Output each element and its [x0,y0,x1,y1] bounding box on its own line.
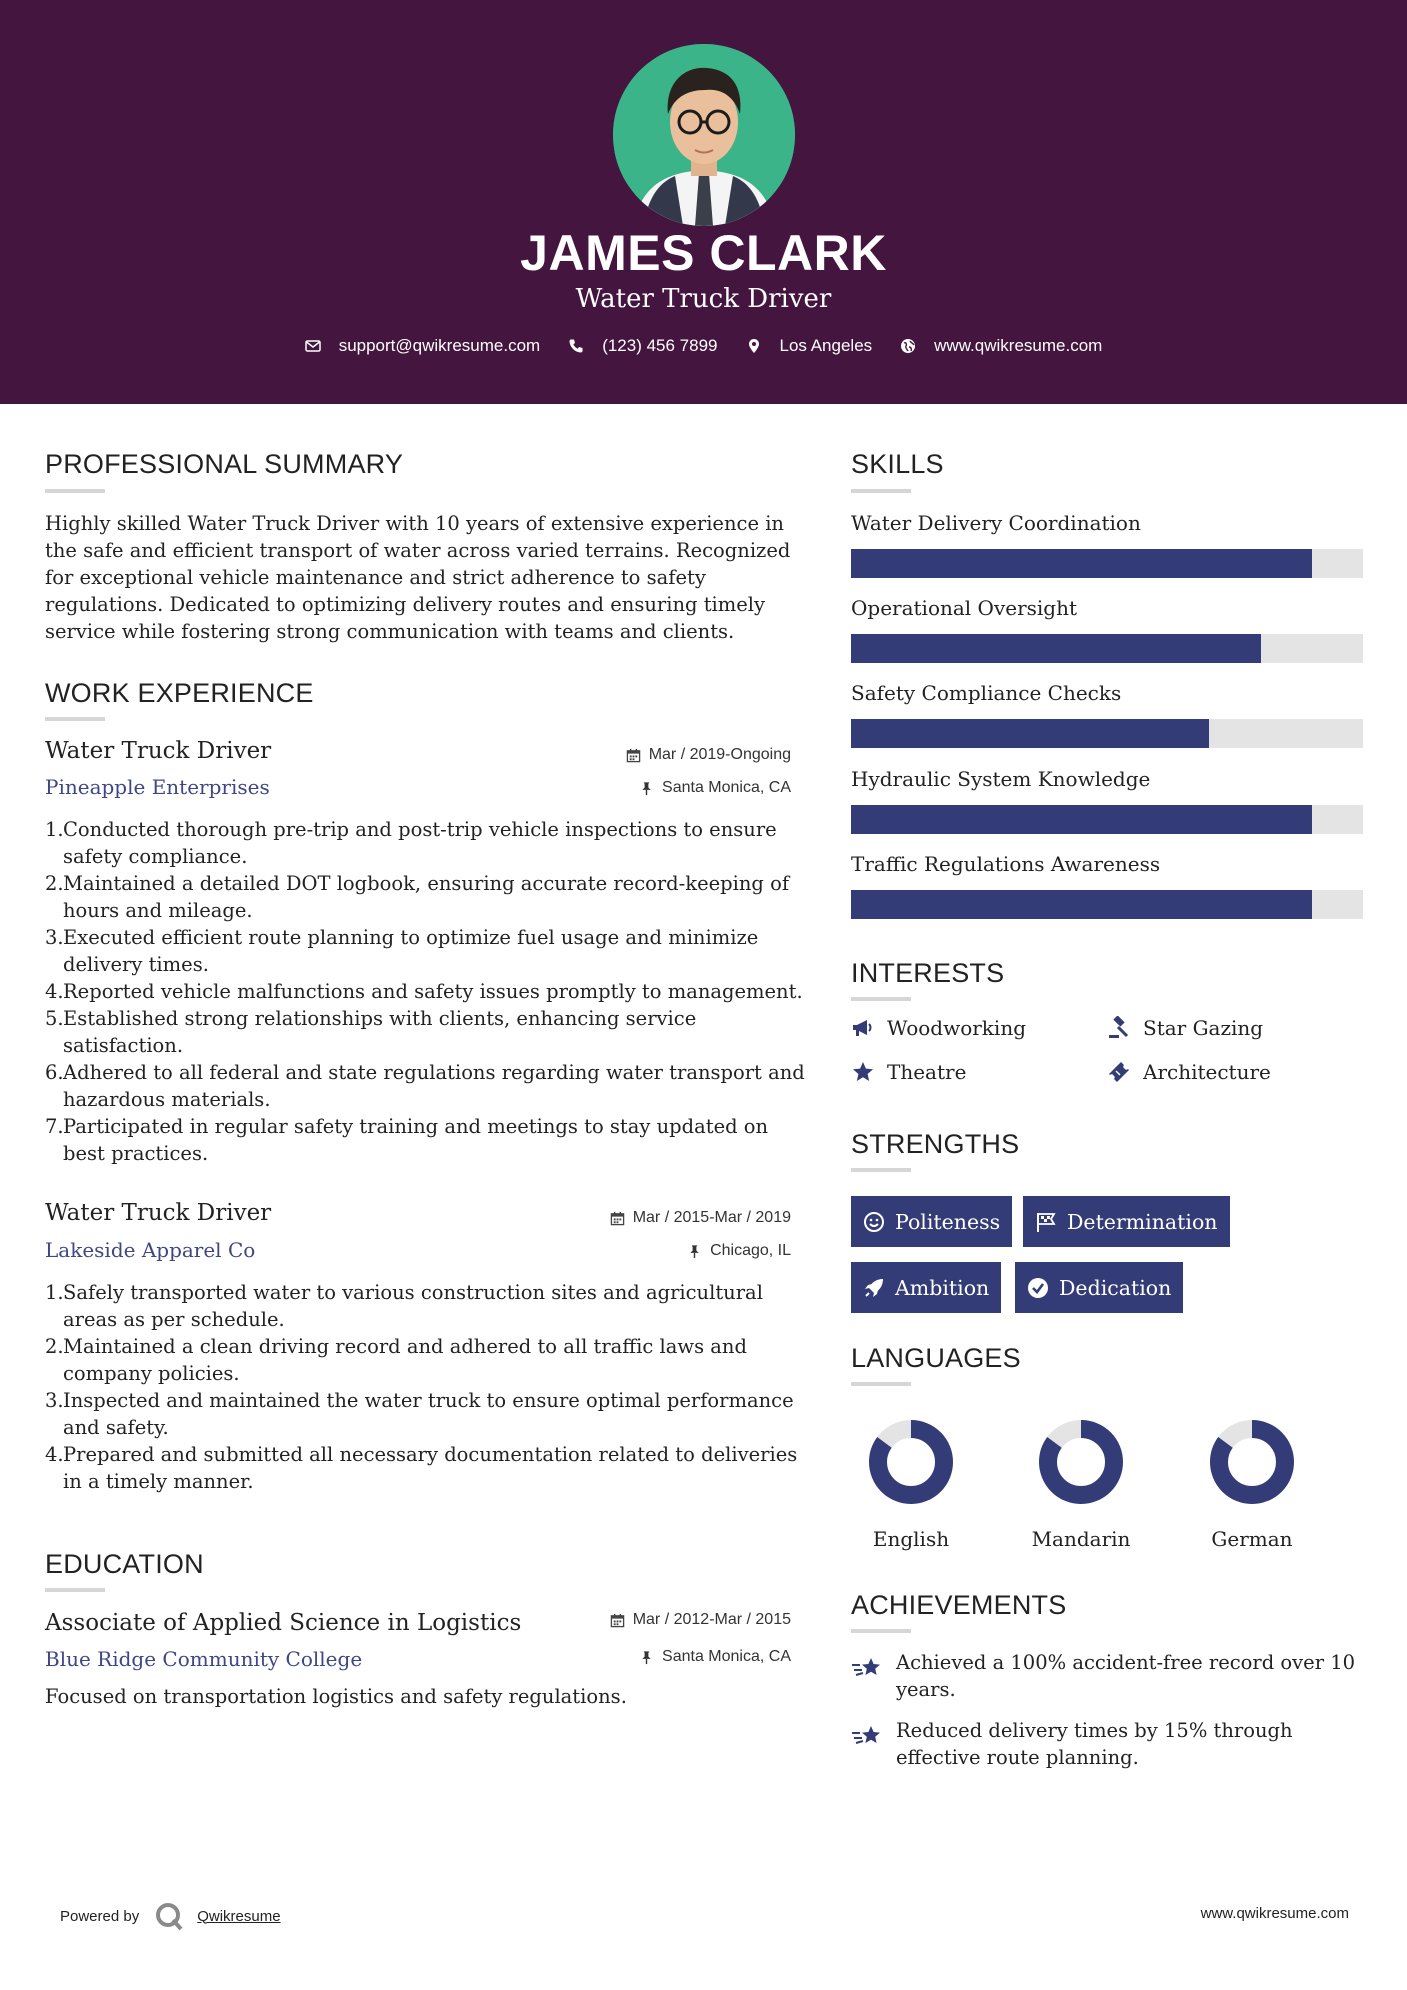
check-circle-icon [1027,1277,1049,1299]
strength-chip [851,1262,1001,1313]
contact-email-text: support@qwikresume.com [338,336,541,355]
skill-bar-fill [851,805,1312,834]
candidate-name: JAMES CLARK [520,225,887,281]
language-name: English [872,1527,950,1551]
job-2-responsibilities [45,1279,805,1495]
list-number: 7. [45,1115,64,1138]
language-name: Mandarin [1031,1527,1131,1551]
list-text: Conducted thorough pre-trip and post-trip vehicle inspections to ensure safety compliance. [63,818,777,868]
strength-label: Ambition [895,1275,990,1300]
megaphone-icon [851,1016,875,1040]
job-1-dates [626,746,791,764]
skill-label: Hydraulic System Knowledge [851,767,1151,791]
profile-photo [613,44,795,226]
list-item [45,1279,805,1333]
list-item [45,870,805,924]
shooting-star-icon [851,1653,885,1685]
list-number: 3. [45,926,64,949]
job-1-responsibilities [45,816,805,1167]
list-number: 6. [45,1061,64,1084]
skill-bar [851,549,1363,578]
list-item [45,1333,805,1387]
language-name: German [1211,1527,1293,1551]
interest-label: Theatre [887,1060,967,1084]
list-item [45,1059,805,1113]
contact-email[interactable] [305,336,541,356]
job-1-company: Pineapple Enterprises [45,775,270,799]
contact-location-text: Los Angeles [779,336,873,355]
list-text: Established strong relationships with clients, enhancing service satisfaction. [63,1007,697,1057]
strength-label: Dedication [1059,1275,1172,1300]
language-donut [866,1417,956,1507]
job-2-title: Water Truck Driver [45,1200,272,1226]
list-number: 1. [45,818,64,841]
footer-website-link[interactable]: www.qwikresume.com [1200,1905,1349,1922]
interest-item [851,1060,966,1084]
skill-bar-fill [851,719,1209,748]
summary-heading: PROFESSIONAL SUMMARY [45,449,404,479]
education-dates [610,1611,791,1629]
list-item [45,1005,805,1059]
job-2-location-text: Chicago, IL [710,1242,791,1259]
list-number: 4. [45,980,64,1003]
summary-heading-rule [45,489,105,493]
ticket-icon [1107,1060,1131,1084]
map-pin-icon [746,338,762,354]
job-1-dates-text: Mar / 2019-Ongoing [648,746,791,763]
skill-label: Traffic Regulations Awareness [851,852,1161,876]
language-donut [1036,1417,1126,1507]
skill-bar [851,719,1363,748]
interest-label: Woodworking [887,1016,1027,1040]
job-2-dates-text: Mar / 2015-Mar / 2019 [632,1209,791,1226]
phone-icon [568,338,584,354]
language-item [1187,1417,1317,1551]
list-item [45,1441,805,1495]
strength-label: Determination [1067,1209,1218,1234]
gavel-icon [1107,1016,1131,1040]
contact-website[interactable] [900,336,1102,356]
summary-text: Highly skilled Water Truck Driver with 10 years of extensive experience in the safe and efficient transport of water across varied terrains. Recognized for exceptional vehicle maintenance and strict adherence to safety regulations. Dedicated to optimizing delivery routes and ensuring timely service while fostering strong communication with teams and clients. [45,512,791,643]
pushpin-icon [687,1244,702,1259]
list-number: 1. [45,1281,64,1304]
education-description: Focused on transportation logistics and safety regulations. [45,1685,627,1708]
achievement-text: Achieved a 100% accident-free record over 10 years. [896,1651,1356,1701]
strength-chip [1023,1196,1230,1247]
list-item [45,924,805,978]
interest-label: Star Gazing [1143,1016,1264,1040]
job-2-location [687,1242,791,1260]
list-item [45,1387,805,1441]
list-text: Prepared and submitted all necessary documentation related to deliveries in a timely manner. [63,1443,798,1493]
education-heading-rule [45,1588,105,1592]
globe-icon [900,338,916,354]
job-2-company: Lakeside Apparel Co [45,1238,256,1262]
rocket-icon [863,1277,885,1299]
list-number: 4. [45,1443,64,1466]
job-1-location [639,779,791,797]
language-donut [1207,1417,1297,1507]
calendar-icon [626,748,641,763]
skill-bar-fill [851,549,1312,578]
strengths-heading-rule [851,1168,911,1172]
achievement-text: Reduced delivery times by 15% through effective route planning. [896,1719,1293,1769]
achievements-heading-rule [851,1629,911,1633]
list-text: Maintained a clean driving record and adhered to all traffic laws and company policies. [63,1335,747,1385]
education-location [639,1648,791,1666]
calendar-icon [610,1613,625,1628]
skill-label: Safety Compliance Checks [851,681,1122,705]
skill-bar [851,634,1363,663]
interest-item [1107,1016,1263,1040]
flag-icon [1035,1211,1057,1233]
achievement-item [851,1717,1371,1771]
interest-item [1107,1060,1271,1084]
contact-phone-text: (123) 456 7899 [602,336,718,355]
profile-photo-illustration [613,44,795,226]
strength-chip [851,1196,1012,1247]
education-school: Blue Ridge Community College [45,1647,363,1671]
skill-label: Operational Oversight [851,596,1078,620]
powered-by-label: Powered by [60,1907,140,1925]
education-degree: Associate of Applied Science in Logistics [45,1610,522,1636]
list-number: 2. [45,872,64,895]
list-text: Adhered to all federal and state regulations regarding water transport and hazardous materials. [63,1061,805,1111]
skill-bar-fill [851,634,1261,663]
interests-heading: INTERESTS [851,958,1005,988]
list-number: 3. [45,1389,64,1412]
shooting-star-icon [851,1721,885,1753]
qwikresume-logo-icon [153,1900,185,1932]
languages-heading-rule [851,1382,911,1386]
contact-website-text: www.qwikresume.com [934,336,1103,355]
language-item [846,1417,976,1551]
language-item [1016,1417,1146,1551]
list-text: Safely transported water to various construction sites and agricultural areas as per schedule. [63,1281,763,1331]
strength-chip [1015,1262,1183,1313]
interests-heading-rule [851,997,911,1001]
qwikresume-link[interactable]: Qwikresume [197,1907,281,1925]
job-1-title: Water Truck Driver [45,738,272,764]
list-text: Maintained a detailed DOT logbook, ensuring accurate record-keeping of hours and mileage. [63,872,790,922]
pushpin-icon [639,1650,654,1665]
education-heading: EDUCATION [45,1549,204,1579]
list-text: Inspected and maintained the water truck to ensure optimal performance and safety. [63,1389,794,1439]
list-item [45,816,805,870]
list-text: Reported vehicle malfunctions and safety issues promptly to management. [63,980,803,1003]
pushpin-icon [639,781,654,796]
skill-bar [851,805,1363,834]
job-1-location-text: Santa Monica, CA [662,779,791,796]
contact-location [746,336,873,356]
contact-bar [0,336,1407,356]
strength-label: Politeness [895,1209,1001,1234]
interest-label: Architecture [1143,1060,1271,1084]
languages-heading: LANGUAGES [851,1343,1021,1373]
list-item [45,1113,805,1167]
list-number: 2. [45,1335,64,1358]
interest-item [851,1016,1026,1040]
experience-heading: WORK EXPERIENCE [45,678,314,708]
list-item [45,978,805,1005]
job-2-dates [610,1209,791,1227]
contact-phone[interactable] [568,336,717,356]
list-number: 5. [45,1007,64,1030]
skill-bar-fill [851,890,1312,919]
achievement-item [851,1649,1371,1703]
resume-header [0,0,1407,404]
skill-label: Water Delivery Coordination [851,511,1141,535]
skills-heading: SKILLS [851,449,944,479]
achievements-heading: ACHIEVEMENTS [851,1590,1067,1620]
education-location-text: Santa Monica, CA [662,1648,791,1665]
strengths-heading: STRENGTHS [851,1129,1020,1159]
skills-heading-rule [851,489,911,493]
candidate-role: Water Truck Driver [575,284,832,314]
calendar-icon [610,1211,625,1226]
list-text: Participated in regular safety training and meetings to stay updated on best practices. [63,1115,769,1165]
envelope-icon [305,338,321,354]
experience-heading-rule [45,717,105,721]
skill-bar [851,890,1363,919]
smile-icon [863,1211,885,1233]
footer-branding [60,1900,281,1932]
list-text: Executed efficient route planning to optimize fuel usage and minimize delivery times. [63,926,759,976]
education-dates-text: Mar / 2012-Mar / 2015 [632,1611,791,1628]
star-icon [851,1060,875,1084]
